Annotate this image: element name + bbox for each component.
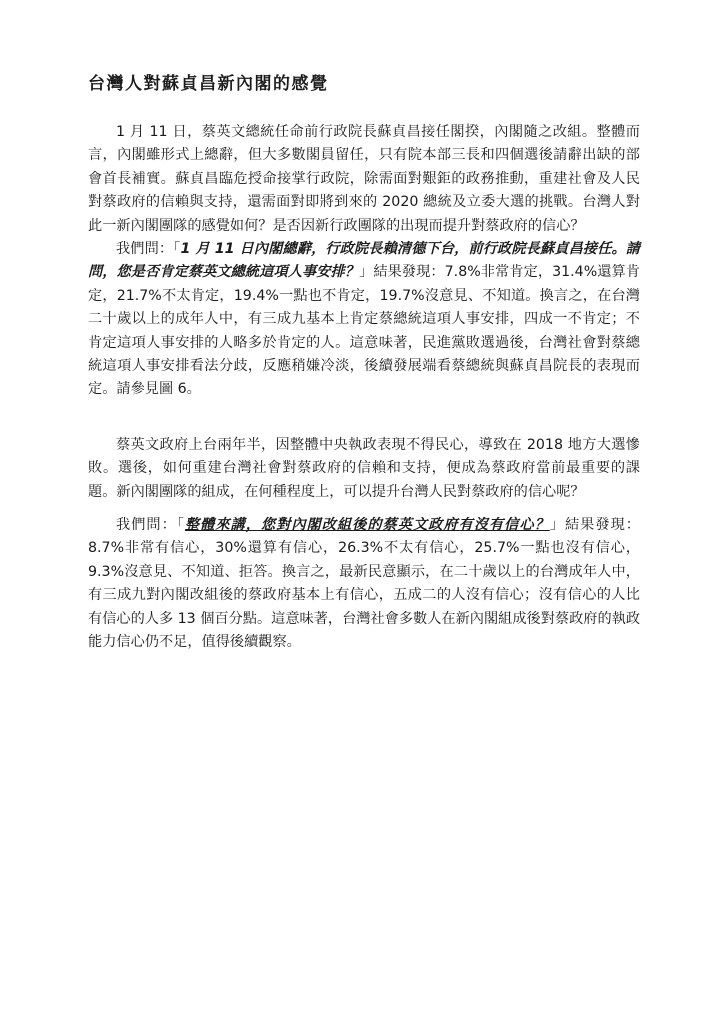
paragraph-question-1 <box>88 238 640 402</box>
paragraph-context: 蔡英文政府上台兩年半，因整體中央執政表現不得民心，導致在 2018 地方大選慘敗。選後，如何重建台灣社會對蔡政府的信賴和支持，便成為蔡政府當前最重要的課題。新內閣團隊的組成，在何種程度上，可以提升台灣人民對蔡政府的信心呢？ <box>88 437 640 500</box>
paragraph-question-2 <box>88 514 640 654</box>
question-1-lead: 我們問：「 <box>116 241 181 257</box>
question-1-text: 1 月 11 日內閣總辭，行政院長賴清德下台，前行政院長蘇貞昌接任。請問，您是否肯定蔡英文總統這項人事安排？ <box>88 241 640 281</box>
question-2-lead: 我們問：「 <box>116 517 185 533</box>
question-2-text: 整體來講，您對內閣改組後的蔡英文政府有沒有信心？ <box>184 517 550 533</box>
paragraph-intro: 1 月 11 日，蔡英文總統任命前行政院長蘇貞昌接任閣揆，內閣隨之改組。整體而言，內閣雖形式上總辭，但大多數閣員留任，只有院本部三長和四個選後請辭出缺的部會首長補實。蘇貞昌臨危授命接掌行政院，除需面對艱鉅的政務推動，重建社會及人民對蔡政府的信賴與支持，還需面對即將到來的 2020 總統及立委大選的挑戰。台灣人對此一新內閣團隊的感覺如何？是否因新行政團隊的出現而提升對蔡政府的信心？ <box>88 124 640 234</box>
question-2-result: 」結果發現：8.7%非常有信心，30%還算有信心，26.3%不太有信心，25.7%一點也沒有信心，9.3%沒意見、不知道、拒答。換言之，最新民意顯示，在二十歲以上的台灣成年人中，有三成九對內閣改組後的蔡政府基本上有信心，五成二的人沒有信心；沒有信心的人比有信心的人多 13 個百分點。這意味著，台灣社會多數人在新內閣組成後對蔡政府的執政能力信心仍不足，值得後續觀察。 <box>88 517 641 651</box>
question-1-result: 」結果發現：7.8%非常肯定，31.4%還算肯定，21.7%不太肯定，19.4%一點也不肯定，19.7%沒意見、不知道。換言之，在台灣二十歲以上的成年人中，有三成九基本上肯定蔡總統這項人事安排，四成一不肯定；不肯定這項人事安排的人略多於肯定的人。這意味著，民進黨敗選過後，台灣社會對蔡總統這項人事安排看法分歧，反應稍嫌冷淡，後續發展端看蔡總統與蘇貞昌院長的表現而定。請參見圖 6。 <box>88 264 640 398</box>
document-title: 台灣人對蘇貞昌新內閣的感覺 <box>88 74 329 94</box>
